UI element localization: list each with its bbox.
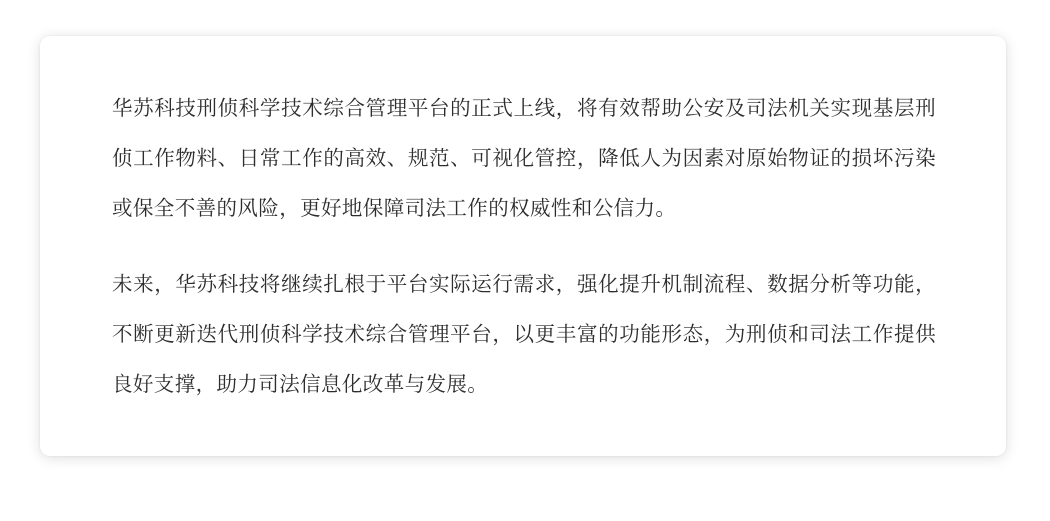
content-card [40, 36, 1006, 456]
paragraph-1: 华苏科技刑侦科学技术综合管理平台的正式上线，将有效帮助公安及司法机关实现基层刑侦工作物料、日常工作的高效、规范、可视化管控，降低人为因素对原始物证的损坏污染或保全不善的风险，更好地保障司法工作的权威性和公信力。 [112, 97, 936, 220]
paragraph-2: 未来，华苏科技将继续扎根于平台实际运行需求，强化提升机制流程、数据分析等功能，不断更新迭代刑侦科学技术综合管理平台，以更丰富的功能形态，为刑侦和司法工作提供良好支撑，助力司法信息化改革与发展。 [112, 273, 936, 396]
